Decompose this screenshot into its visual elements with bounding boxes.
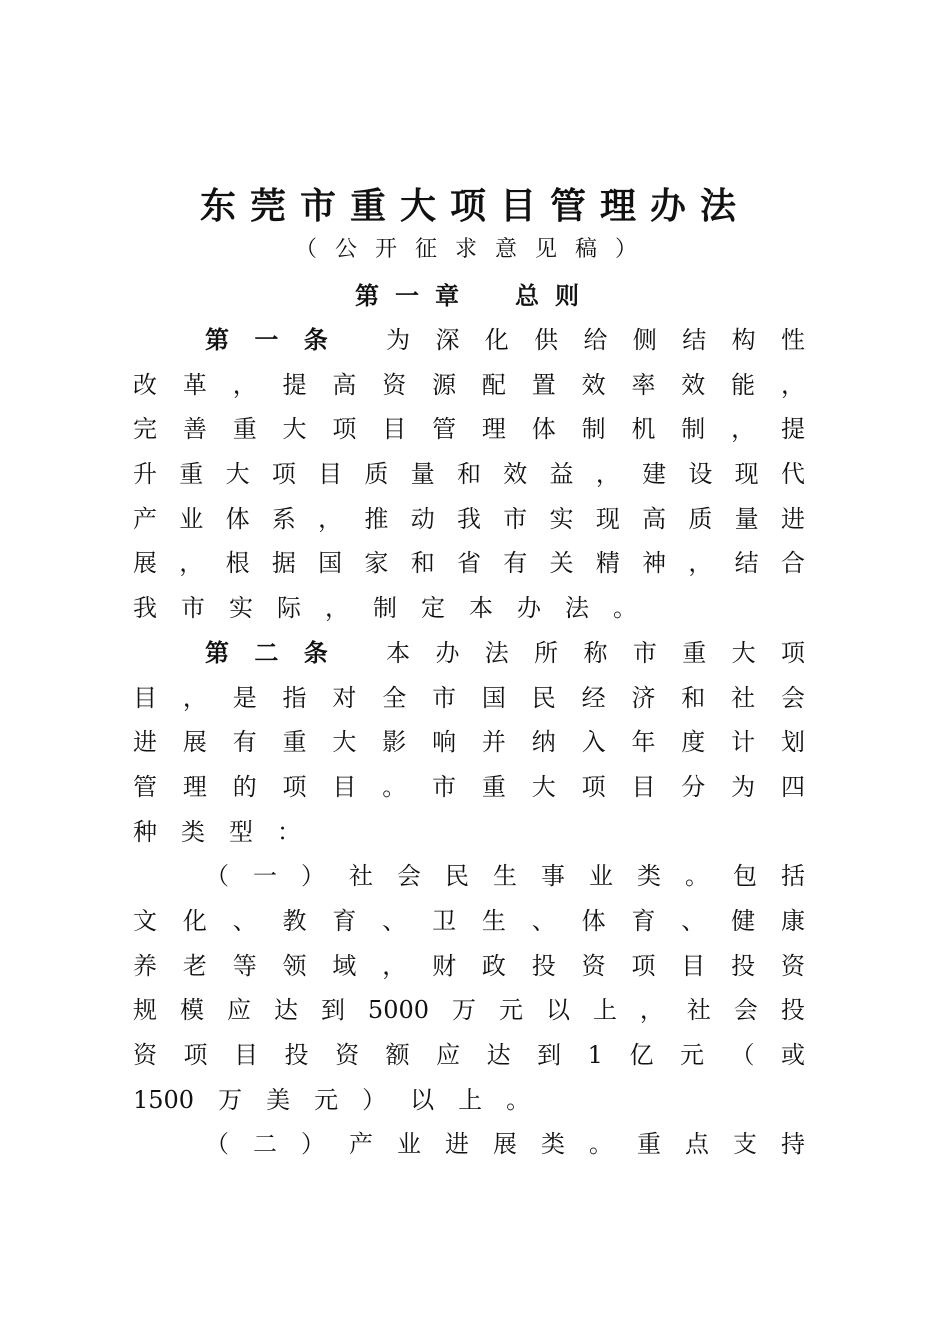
text-char: 资 (335, 1041, 360, 1069)
article-spacer (353, 318, 361, 363)
text-char: 社 (731, 683, 756, 712)
text-char: 以 (545, 996, 570, 1025)
text-char: 大 (531, 772, 556, 801)
text-char: 一 (253, 862, 277, 891)
text-char: 业 (179, 504, 204, 533)
text-char: 社 (349, 862, 373, 891)
text-char: 资 (133, 1041, 157, 1069)
text-char: 型 (229, 817, 253, 846)
chapter-name: 总则 (515, 281, 595, 310)
text-char: 构 (731, 326, 756, 354)
text-char: 大 (225, 460, 250, 489)
text-char: ， (382, 951, 407, 980)
text-char: 以 (410, 1085, 435, 1114)
text-char: 实 (549, 504, 574, 533)
text-char: 办 (517, 594, 541, 623)
text-char: 生 (481, 906, 506, 935)
text-char: 革 (182, 370, 207, 399)
text-char: 提 (780, 415, 805, 444)
text-char: 展 (493, 1130, 517, 1159)
text-char: 目 (318, 460, 343, 489)
text-char: 进 (133, 728, 157, 757)
text-char: 康 (780, 906, 805, 935)
article-spacer (353, 631, 361, 676)
text-line (133, 720, 805, 765)
text-char: 点 (685, 1130, 709, 1159)
text-char: 划 (780, 728, 805, 757)
text-char: 理 (481, 415, 506, 444)
text-char: 资 (780, 951, 805, 980)
text-line (133, 676, 805, 721)
text-char: 和 (410, 549, 435, 578)
text-line (133, 944, 805, 989)
text-char: 计 (731, 728, 756, 757)
text-char: 合 (780, 549, 805, 578)
text-char: 动 (410, 504, 435, 533)
text-char: 深 (435, 326, 460, 354)
article-label-char: 一 (254, 325, 279, 354)
text-char: 所 (534, 638, 559, 667)
text-char: 省 (456, 549, 481, 578)
text-char: 5000 (367, 996, 429, 1025)
text-line (133, 363, 805, 408)
text-char: 源 (432, 370, 457, 399)
text-char: 展 (133, 549, 157, 578)
text-char: 制 (581, 415, 606, 444)
text-char: 政 (481, 951, 506, 980)
text-char: （ (205, 862, 229, 891)
text-char: 分 (681, 772, 706, 801)
text-char: 法 (565, 594, 589, 623)
text-char: 理 (182, 772, 207, 801)
text-char: 体 (531, 415, 556, 444)
text-char: 改 (133, 370, 157, 399)
text-char: 目 (631, 772, 656, 801)
text-char: 大 (282, 415, 307, 444)
text-char: 设 (688, 460, 713, 489)
text-char: 。 (685, 862, 709, 891)
chapter-heading (0, 276, 950, 311)
text-char: 目 (234, 1041, 259, 1069)
text-char: 办 (435, 638, 460, 667)
text-line (133, 318, 805, 363)
text-char: 项 (183, 1041, 208, 1069)
text-char: 重 (232, 415, 257, 444)
text-char: 并 (481, 728, 506, 757)
text-char: 际 (277, 594, 301, 623)
article-label-char: 条 (303, 325, 328, 354)
text-char: 资 (382, 370, 407, 399)
text-char: ， (318, 504, 343, 533)
text-char: 域 (332, 951, 357, 980)
article-label-char: 第 (205, 637, 229, 667)
text-line (133, 452, 805, 497)
text-char: 现 (595, 504, 620, 533)
text-char: 种 (133, 817, 157, 846)
text-char: 质 (364, 460, 389, 489)
text-char: 指 (282, 683, 307, 712)
text-char: 等 (232, 951, 257, 980)
text-char: 类 (541, 1130, 565, 1159)
text-char: 育 (332, 906, 357, 935)
text-char: 老 (182, 951, 207, 980)
text-char: 管 (133, 772, 157, 801)
text-char: 展 (182, 728, 207, 757)
text-char: 元 (314, 1085, 339, 1114)
text-char: ） (362, 1085, 387, 1114)
text-char: 目 (133, 683, 157, 712)
text-char: ， (731, 415, 756, 444)
text-char: 民 (531, 683, 556, 712)
text-line (133, 586, 805, 631)
text-char: 据 (271, 549, 296, 578)
text-char: 性 (780, 326, 805, 354)
text-char: 业 (589, 862, 613, 891)
text-char: 为 (731, 772, 756, 801)
text-char: 类 (637, 862, 661, 891)
text-char: 。 (382, 772, 407, 801)
text-char: 市 (432, 683, 457, 712)
text-char: 大 (332, 728, 357, 757)
text-line (133, 988, 805, 1033)
text-char: 到 (537, 1041, 562, 1069)
text-char: 项 (282, 772, 307, 801)
text-char: 额 (385, 1041, 410, 1069)
text-char: 管 (432, 415, 457, 444)
text-char: 效 (681, 370, 706, 399)
text-line (133, 497, 805, 542)
text-char: 国 (481, 683, 506, 712)
text-char: 投 (780, 996, 805, 1025)
text-char: 有 (503, 549, 528, 578)
text-line (133, 1033, 805, 1078)
text-char: ， (232, 370, 257, 399)
text-char: 应 (226, 996, 251, 1025)
text-char: 、 (531, 906, 556, 935)
text-char: 教 (282, 906, 307, 935)
text-char: 和 (681, 683, 706, 712)
text-char: 有 (232, 728, 257, 757)
text-char: 上 (592, 996, 617, 1025)
text-char: 二 (253, 1130, 277, 1159)
text-char: 侧 (632, 326, 657, 354)
text-char: 和 (456, 460, 481, 489)
text-char: ） (301, 862, 325, 891)
text-char: 神 (642, 549, 667, 578)
text-char: ， (325, 594, 349, 623)
text-char: （ (730, 1041, 755, 1069)
text-char: 1500 (133, 1085, 195, 1114)
text-char: ： (277, 817, 301, 846)
text-char: 完 (133, 415, 157, 444)
text-char: 元 (498, 996, 523, 1025)
text-char: 体 (225, 504, 250, 533)
text-char: 目 (382, 415, 407, 444)
text-char: 项 (780, 638, 805, 667)
text-char: 结 (682, 326, 707, 354)
text-char: 对 (332, 683, 357, 712)
text-char: 高 (332, 370, 357, 399)
text-char: 响 (432, 728, 457, 757)
text-char: 目 (332, 772, 357, 801)
text-char: 供 (534, 326, 559, 354)
text-char: 置 (531, 370, 556, 399)
text-char: ） (301, 1130, 325, 1159)
article-label-char: 条 (303, 637, 328, 667)
text-char: 事 (541, 862, 565, 891)
text-char: 升 (133, 460, 157, 489)
text-char: 率 (631, 370, 656, 399)
text-char: 项 (271, 460, 296, 489)
text-char: 市 (181, 594, 205, 623)
document-title: 东莞市重大项目管理办法 (199, 185, 750, 227)
text-char: 我 (133, 594, 157, 623)
text-char: 提 (282, 370, 307, 399)
text-char: 大 (731, 638, 756, 667)
text-char: 亿 (629, 1041, 654, 1069)
text-char: 领 (282, 951, 307, 980)
text-char: 美 (266, 1085, 291, 1114)
text-char: 量 (410, 460, 435, 489)
text-char: 项 (581, 772, 606, 801)
text-char: 化 (182, 906, 207, 935)
text-char: 市 (432, 772, 457, 801)
text-char: 达 (273, 996, 298, 1025)
text-char: 量 (734, 504, 759, 533)
text-char: 本 (386, 638, 411, 667)
text-char: 制 (373, 594, 397, 623)
text-char: 社 (686, 996, 711, 1025)
text-char: 会 (397, 862, 421, 891)
text-char: 市 (503, 504, 528, 533)
text-char: 健 (731, 906, 756, 935)
text-char: ， (639, 996, 664, 1025)
text-char: 投 (731, 951, 756, 980)
text-char: 或 (780, 1041, 805, 1069)
text-char: 是 (232, 683, 257, 712)
text-char: 养 (133, 951, 157, 980)
text-char: 配 (481, 370, 506, 399)
text-line (133, 810, 805, 855)
text-char: 系 (271, 504, 296, 533)
text-char: 定 (421, 594, 445, 623)
text-char: 影 (382, 728, 407, 757)
text-char: 四 (780, 772, 805, 801)
text-char: 括 (781, 862, 805, 891)
text-char: 模 (179, 996, 204, 1025)
text-char: 产 (349, 1130, 373, 1159)
text-char: 资 (581, 951, 606, 980)
text-char: 应 (436, 1041, 461, 1069)
text-char: 项 (631, 951, 656, 980)
text-char: 重 (282, 728, 307, 757)
text-char: 机 (631, 415, 656, 444)
text-line (133, 541, 805, 586)
text-char: 进 (780, 504, 805, 533)
text-char: 本 (469, 594, 493, 623)
text-char: 法 (484, 638, 509, 667)
text-char: 、 (681, 906, 706, 935)
text-char: 入 (581, 728, 606, 757)
text-char: 文 (133, 906, 157, 935)
text-char: 为 (386, 326, 411, 354)
text-char: 能 (731, 370, 756, 399)
text-char: 上 (458, 1085, 483, 1114)
text-line (133, 765, 805, 810)
text-char: 现 (734, 460, 759, 489)
chapter-number: 第一章 (355, 281, 475, 310)
text-char: 益 (549, 460, 574, 489)
text-char: ， (688, 549, 713, 578)
text-char: 全 (382, 683, 407, 712)
text-char: 家 (364, 549, 389, 578)
document-subtitle: （公开征求意见稿） (294, 237, 655, 262)
text-char: 。 (613, 594, 637, 623)
text-char: 推 (364, 504, 389, 533)
text-char: 会 (780, 683, 805, 712)
text-char: 投 (531, 951, 556, 980)
text-char: 达 (486, 1041, 511, 1069)
text-char: 建 (642, 460, 667, 489)
text-char: 重 (682, 638, 707, 667)
text-char: 投 (284, 1041, 309, 1069)
text-char: 给 (583, 326, 608, 354)
text-char: 规 (133, 996, 157, 1025)
body-text (133, 318, 805, 1167)
text-char: 。 (589, 1130, 613, 1159)
text-char: 、 (232, 906, 257, 935)
text-char: ， (595, 460, 620, 489)
text-char: 济 (631, 683, 656, 712)
text-char: 项 (332, 415, 357, 444)
text-char: 高 (642, 504, 667, 533)
text-char: 纳 (531, 728, 556, 757)
text-char: 目 (681, 951, 706, 980)
text-char: 卫 (432, 906, 457, 935)
text-line (133, 631, 805, 676)
text-char: ， (182, 683, 207, 712)
text-char: 重 (481, 772, 506, 801)
text-char: 会 (733, 996, 758, 1025)
text-char: 生 (493, 862, 517, 891)
text-char: 化 (484, 326, 509, 354)
text-char: 进 (445, 1130, 469, 1159)
text-char: 育 (631, 906, 656, 935)
text-char: 体 (581, 906, 606, 935)
text-char: 到 (320, 996, 345, 1025)
text-char: 类 (181, 817, 205, 846)
article-label-char: 二 (254, 637, 279, 667)
text-char: 。 (506, 1085, 531, 1114)
text-char: 重 (179, 460, 204, 489)
text-char: 市 (632, 638, 657, 667)
text-char: ， (179, 549, 204, 578)
text-char: 万 (451, 996, 476, 1025)
text-char: 效 (503, 460, 528, 489)
text-char: 包 (733, 862, 757, 891)
text-char: 制 (681, 415, 706, 444)
text-char: 1 (587, 1041, 603, 1069)
text-char: 效 (581, 370, 606, 399)
text-char: 代 (780, 460, 805, 489)
text-char: 度 (681, 728, 706, 757)
text-char: （ (205, 1130, 229, 1159)
text-char: 产 (133, 504, 157, 533)
text-char: 业 (397, 1130, 421, 1159)
text-char: ， (780, 370, 805, 399)
article-label-char: 第 (205, 325, 229, 354)
text-line (133, 1122, 805, 1167)
text-char: 称 (583, 638, 608, 667)
text-line (133, 407, 805, 452)
text-char: 结 (734, 549, 759, 578)
text-char: 实 (229, 594, 253, 623)
text-char: 我 (456, 504, 481, 533)
text-char: 、 (382, 906, 407, 935)
text-char: 根 (225, 549, 250, 578)
text-char: 持 (781, 1130, 805, 1159)
text-char: 的 (232, 772, 257, 801)
text-char: 民 (445, 862, 469, 891)
text-char: 精 (595, 549, 620, 578)
text-char: 万 (218, 1085, 243, 1114)
text-line (133, 899, 805, 944)
text-char: 支 (733, 1130, 757, 1159)
text-char: 关 (549, 549, 574, 578)
text-char: 善 (182, 415, 207, 444)
text-char: 质 (688, 504, 713, 533)
text-char: 年 (631, 728, 656, 757)
text-line (133, 1078, 805, 1123)
text-char: 元 (679, 1041, 704, 1069)
text-char: 国 (318, 549, 343, 578)
text-char: 重 (637, 1130, 661, 1159)
text-char: 经 (581, 683, 606, 712)
text-line (133, 854, 805, 899)
text-char: 财 (432, 951, 457, 980)
